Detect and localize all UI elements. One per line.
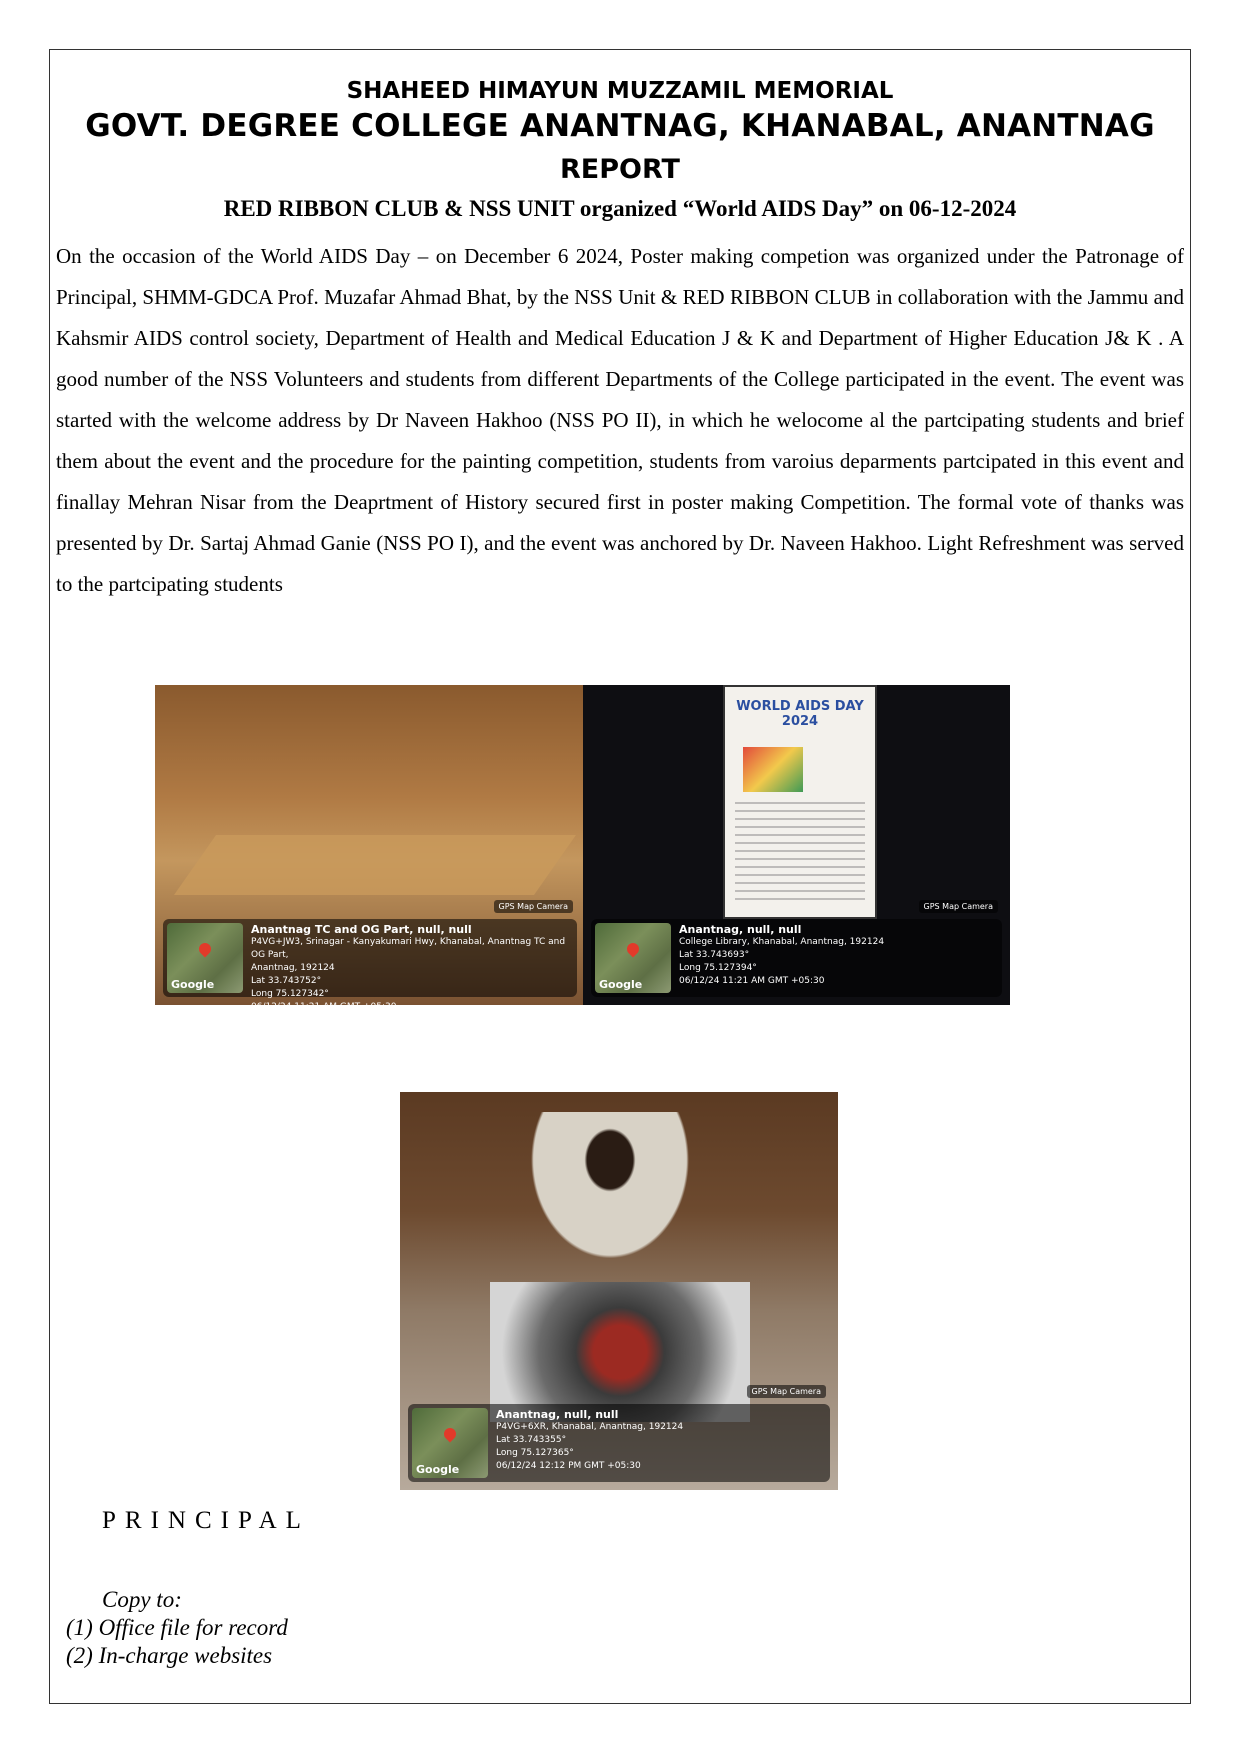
gps-long: Long 75.127394° — [679, 963, 757, 973]
report-subtitle: RED RIBBON CLUB & NSS UNIT organized “World AIDS Day” on 06-12-2024 — [223, 196, 1017, 221]
conference-table — [174, 835, 576, 895]
gps-overlay — [591, 919, 1002, 997]
gps-address: P4VG+6XR, Khanabal, Anantnag, 192124 — [496, 1422, 684, 1432]
event-photo-painting — [400, 1092, 838, 1490]
principal-signature: PRINCIPAL — [102, 1507, 310, 1534]
poster-image — [743, 747, 803, 792]
map-label: Google — [171, 978, 215, 991]
gps-address-2: Anantnag, 192124 — [251, 963, 335, 973]
map-thumbnail — [595, 923, 671, 993]
gps-overlay — [163, 919, 577, 1012]
copy-to-label: Copy to: — [102, 1587, 182, 1612]
map-pin-icon — [197, 941, 214, 958]
college-name: GOVT. DEGREE COLLEGE ANANTNAG, KHANABAL, ANANTNAG — [85, 108, 1155, 144]
map-label: Google — [599, 978, 643, 991]
gps-overlay — [408, 1404, 830, 1482]
map-label: Google — [416, 1463, 460, 1476]
gps-badge: GPS Map Camera — [494, 900, 573, 913]
gps-address: College Library, Khanabal, Anantnag, 192124 — [679, 937, 885, 947]
gps-lat: Lat 33.743693° — [679, 950, 750, 960]
gps-time: 06/12/24 11:21 AM GMT +05:30 — [679, 976, 825, 986]
gps-time: 06/12/24 11:21 AM GMT +05:30 — [251, 1002, 397, 1012]
report-title: REPORT — [560, 154, 680, 185]
poster-title: WORLD AIDS DAY 2024 — [736, 699, 864, 729]
projected-poster — [723, 685, 877, 919]
event-photo-hall — [155, 685, 585, 1012]
gps-place: Anantnag, null, null — [496, 1408, 619, 1421]
student-figure — [520, 1112, 700, 1272]
gps-place: Anantnag TC and OG Part, null, null — [251, 923, 472, 936]
gps-long: Long 75.127365° — [496, 1448, 574, 1458]
map-thumbnail — [412, 1408, 488, 1478]
gps-badge: GPS Map Camera — [919, 900, 998, 913]
gps-time: 06/12/24 12:12 PM GMT +05:30 — [496, 1461, 641, 1471]
poster-painting — [490, 1282, 750, 1422]
copy-to-item: (1) Office file for record — [66, 1615, 288, 1640]
map-thumbnail — [167, 923, 243, 993]
gps-lat: Lat 33.743752° — [251, 976, 322, 986]
copy-to-item: (2) In-charge websites — [66, 1643, 273, 1668]
report-body: On the occasion of the World AIDS Day – on December 6 2024, Poster making competion was organized under the Patronage of Principal, SHMM-GDCA Prof. Muzafar Ahmad Bhat, by the NSS Unit & RED RIBBON CLUB in collaboration with the Jammu and Kahsmir AIDS control society, Department of Health and Medical Education J & K and Department of Higher Education J& K . A good number of the NSS Volunteers and students from different Departments of the College participated in the event. The event was started with the welcome address by Dr Naveen Hakhoo (NSS PO II), in which he welocome al the partcipating students and brief them about the event and the procedure for the painting competition, students from varoius deparments partcipated in this event and finallay Mehran Nisar from the Deaprtment of History secured first in poster making Competition. The formal vote of thanks was presented by Dr. Sartaj Ahmad Ganie (NSS PO I), and the event was anchored by Dr. Naveen Hakhoo. Light Refreshment was served to the partcipating students — [56, 244, 1184, 596]
event-photo-poster-screen — [583, 685, 1010, 1005]
map-pin-icon — [442, 1426, 459, 1443]
gps-long: Long 75.127342° — [251, 989, 329, 999]
institution-name: SHAHEED HIMAYUN MUZZAMIL MEMORIAL — [346, 78, 894, 104]
gps-badge: GPS Map Camera — [747, 1385, 826, 1398]
map-pin-icon — [625, 941, 642, 958]
poster-text-lines — [735, 802, 865, 902]
gps-address: P4VG+JW3, Srinagar - Kanyakumari Hwy, Khanabal, Anantnag TC and OG Part, — [251, 937, 566, 960]
gps-lat: Lat 33.743355° — [496, 1435, 567, 1445]
gps-place: Anantnag, null, null — [679, 923, 802, 936]
